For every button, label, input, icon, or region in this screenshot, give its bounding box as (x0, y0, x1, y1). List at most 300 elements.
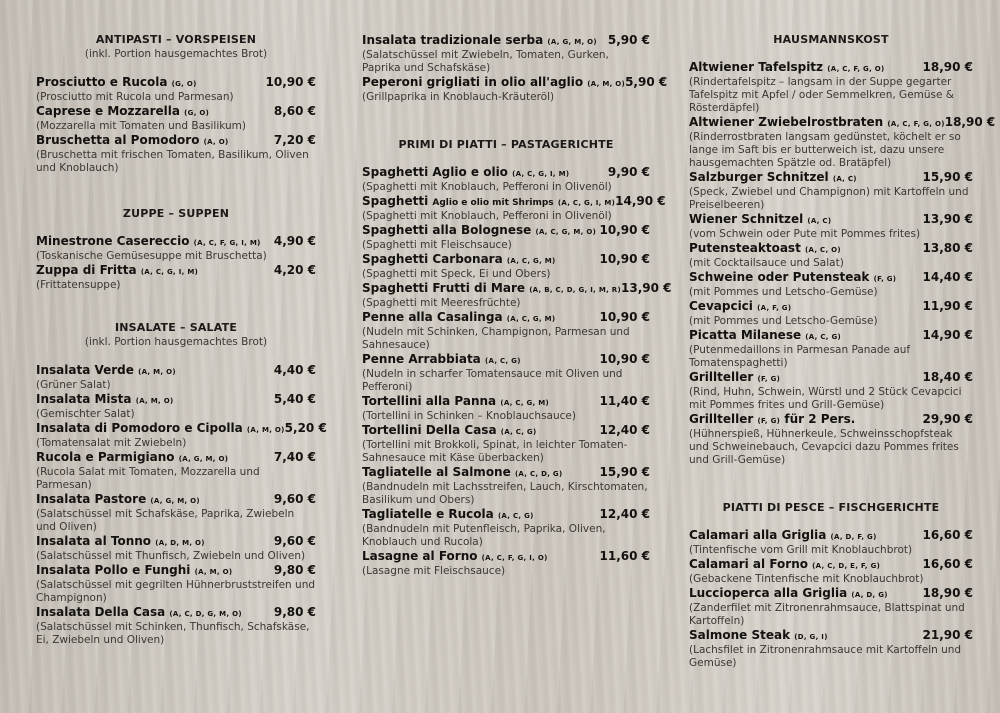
dish-price: 4,20 € (273, 263, 316, 277)
dish-price: 11,90 € (922, 299, 973, 313)
dish-description: (Toskanische Gemüsesuppe mit Bruschetta) (36, 250, 267, 262)
dish-name (36, 234, 261, 250)
menu-section (362, 138, 672, 578)
section-title: PIATTI DI PESCE – FISCHGERICHTE (722, 501, 940, 514)
menu-item (36, 605, 316, 647)
menu-item-header (689, 586, 973, 602)
dish-name-text: Zuppa di Fritta (36, 263, 137, 277)
menu-item (689, 270, 973, 299)
allergen-codes: (A, C) (832, 175, 857, 183)
dish-price: 18,90 € (922, 60, 973, 74)
menu-item-header (362, 281, 672, 297)
dish-name-text: Caprese e Mozzarella (36, 104, 180, 118)
menu-item-header (36, 392, 316, 408)
dish-name-text: Insalata tradizionale serba (362, 33, 544, 47)
dish-name-text: Calamari al Forno (689, 557, 808, 571)
dish-description: (Spaghetti mit Speck, Ei und Obers) (362, 268, 551, 280)
dish-description: (Mozzarella mit Tomaten und Basilikum) (36, 120, 246, 132)
allergen-codes: (A, C, G, I, M) (140, 268, 199, 276)
menu-item (362, 194, 666, 223)
dish-name-text: Picatta Milanese (689, 328, 802, 342)
menu-item-header (689, 299, 973, 315)
menu-item (36, 450, 316, 492)
dish-name (36, 75, 197, 91)
dish-name (36, 363, 176, 379)
dish-name-text: Tortellini Della Casa (362, 423, 497, 437)
menu-item (36, 534, 316, 563)
dish-name (689, 586, 888, 602)
menu-item-header (689, 60, 973, 76)
dish-name (362, 281, 621, 297)
menu-item (689, 586, 973, 628)
menu-item (689, 370, 973, 412)
dish-name (36, 104, 209, 120)
dish-name-text: Insalata al Tonno (36, 534, 152, 548)
dish-name-text: Spaghetti (362, 194, 429, 208)
menu-item (362, 165, 650, 194)
dish-name (36, 133, 228, 149)
menu-item-header (36, 133, 316, 149)
section-subtitle: (inkl. Portion hausgemachtes Brot) (84, 48, 268, 60)
dish-description: (Grillpaprika in Knoblauch-Kräuteröl) (362, 91, 555, 103)
section-title: ANTIPASTI – VORSPEISEN (95, 33, 257, 46)
dish-price: 9,90 € (607, 165, 650, 179)
allergen-codes: (A, C, G, M) (500, 399, 550, 407)
dish-price: 16,60 € (922, 557, 973, 571)
menu-item (36, 75, 316, 104)
menu-item-header (36, 492, 316, 508)
dish-price: 14,40 € (922, 270, 973, 284)
menu-item (362, 549, 650, 578)
menu-item (689, 557, 973, 586)
dish-name-text: Insalata di Pomodoro e Cipolla (36, 421, 243, 435)
menu-item-header (362, 352, 650, 368)
dish-name-text: Grillteller (689, 370, 754, 384)
dish-name-text: Prosciutto e Rucola (36, 75, 168, 89)
dish-description: (Lachsfilet in Zitronenrahmsauce mit Kartoffeln und Gemüse) (689, 644, 962, 669)
dish-name-text: Altwiener Tafelspitz (689, 60, 824, 74)
dish-price: 21,90 € (922, 628, 973, 642)
dish-price: 10,90 € (599, 352, 650, 366)
dish-name (689, 412, 855, 428)
dish-name (362, 507, 534, 523)
dish-name (362, 394, 549, 410)
dish-price: 8,60 € (273, 104, 316, 118)
menu-item-header (362, 223, 650, 239)
dish-description: (Grüner Salat) (36, 379, 111, 391)
menu-section (36, 321, 327, 647)
dish-description: (Spaghetti mit Knoblauch, Pefferoni in Olivenöl) (362, 210, 612, 222)
dish-description: (Spaghetti mit Meeresfrüchte) (362, 297, 521, 309)
allergen-codes: (A, C, G, I, M) (557, 199, 616, 207)
dish-description: (Nudeln mit Schinken, Champignon, Parmesan und Sahnesauce) (362, 326, 630, 351)
menu-item-header (689, 170, 973, 186)
dish-price: 5,90 € (625, 75, 668, 89)
section-subtitle: (inkl. Portion hausgemachtes Brot) (84, 336, 268, 348)
dish-name (362, 310, 555, 326)
allergen-codes: (A, G, M, O) (547, 38, 597, 46)
menu-item-header (36, 263, 316, 279)
allergen-codes: (A, F, G) (757, 304, 792, 312)
allergen-codes: (A, C) (807, 217, 832, 225)
dish-description: (Salatschüssel mit Schafskäse, Paprika, Zwiebeln und Oliven) (36, 508, 295, 533)
menu-item (362, 310, 650, 352)
dish-description: (Tintenfische vom Grill mit Knoblauchbrot) (689, 544, 913, 556)
dish-name-text: Rucola e Parmigiano (36, 450, 175, 464)
menu-item-header (689, 270, 973, 286)
section-title: HAUSMANNSKOST (773, 33, 889, 46)
dish-price: 15,90 € (599, 465, 650, 479)
allergen-codes: (A, G, M, O) (178, 455, 229, 463)
allergen-codes: (A, C, F, G, I, O) (481, 554, 548, 562)
menu-item (36, 363, 316, 392)
dish-price: 9,60 € (273, 534, 316, 548)
dish-name (362, 352, 521, 368)
dish-name (689, 528, 877, 544)
dish-name-text: Insalata Mista (36, 392, 132, 406)
dish-price: 9,80 € (273, 605, 316, 619)
dish-description: (Speck, Zwiebel und Champignon) mit Kartoffeln und Preiselbeeren) (689, 186, 969, 211)
dish-description: (Nudeln in scharfer Tomatensauce mit Oliven und Pefferoni) (362, 368, 623, 393)
dish-price: 18,90 € (922, 586, 973, 600)
dish-name-suffix: für 2 Pers. (784, 412, 856, 426)
dish-price: 29,90 € (922, 412, 973, 426)
dish-price: 10,90 € (599, 310, 650, 324)
dish-description: (Rucola Salat mit Tomaten, Mozzarella und Parmesan) (36, 466, 260, 491)
dish-name (689, 212, 831, 228)
dish-price: 14,90 € (615, 194, 666, 208)
menu-item-header (362, 165, 650, 181)
menu-item (362, 465, 650, 507)
dish-price: 5,90 € (607, 33, 650, 47)
dish-description: (Salatschüssel mit Zwiebeln, Tomaten, Gurken, Paprika und Schafskäse) (362, 49, 609, 74)
dish-name (689, 170, 857, 186)
dish-description: (Zanderfilet mit Zitronenrahmsauce, Blattspinat und Kartoffeln) (689, 602, 965, 627)
menu-item (689, 212, 973, 241)
allergen-codes: (A, C, F, G, I, M) (193, 239, 261, 247)
menu-item (689, 299, 973, 328)
allergen-codes: (F, G) (757, 375, 781, 383)
dish-price: 9,80 € (273, 563, 316, 577)
menu-item-header (36, 234, 316, 250)
menu-item-header (36, 534, 316, 550)
dish-description: (Spaghetti mit Fleischsauce) (362, 239, 512, 251)
dish-description: (Rind, Huhn, Schwein, Würstl und 2 Stück Cevapcici mit Pommes frites und Grill-Gemüse) (689, 386, 962, 411)
menu-item-header (689, 212, 973, 228)
menu-item (689, 115, 996, 170)
menu-item-header (36, 104, 316, 120)
menu-item-header (689, 328, 973, 344)
section-title: ZUPPE – SUPPEN (122, 207, 230, 220)
menu-item (689, 328, 973, 370)
dish-name-text: Insalata Verde (36, 363, 134, 377)
dish-description: (mit Pommes und Letscho-Gemüse) (689, 286, 878, 298)
section-title: INSALATE – SALATE (114, 321, 238, 334)
dish-name (689, 270, 896, 286)
menu-item (689, 412, 973, 467)
menu-section (362, 33, 668, 104)
dish-description: (Bruschetta mit frischen Tomaten, Basilikum, Oliven und Knoblauch) (36, 149, 309, 174)
dish-price: 7,20 € (273, 133, 316, 147)
dish-description: (Putenmedaillons in Parmesan Panade auf Tomatenspaghetti) (689, 344, 911, 369)
menu-item-header (689, 241, 973, 257)
menu-item-header (689, 528, 973, 544)
menu-item-header (36, 563, 316, 579)
allergen-codes: (F, G) (873, 275, 897, 283)
allergen-codes: (A, C, G, M) (506, 315, 556, 323)
dish-name-text: Spaghetti Carbonara (362, 252, 503, 266)
dish-price: 7,40 € (273, 450, 316, 464)
dish-price: 4,40 € (273, 363, 316, 377)
dish-name (362, 75, 625, 91)
allergen-codes: (A, C, G) (805, 333, 842, 341)
dish-description: (Lasagne mit Fleischsauce) (362, 565, 506, 577)
menu-item (362, 223, 650, 252)
menu-item-header (36, 363, 316, 379)
dish-name (689, 60, 885, 76)
allergen-codes: (A, M, O) (194, 568, 233, 576)
menu-item-header (36, 421, 327, 437)
dish-price: 10,90 € (599, 252, 650, 266)
menu-item-header (689, 412, 973, 428)
dish-description: (Rinderrostbraten langsam gedünstet, köchelt er so lange im Saft bis er butterweich ist, dazu unsere hausgemachten Spätzle od. Bratäpfel) (689, 131, 961, 169)
dish-price: 11,40 € (599, 394, 650, 408)
dish-description: (Tortellini mit Brokkoli, Spinat, in leichter Tomaten-Sahnesauce mit Käse überbacken) (362, 439, 628, 464)
dish-name (362, 194, 615, 210)
dish-name-text: Schweine oder Putensteak (689, 270, 870, 284)
menu-item (689, 628, 973, 670)
dish-name (689, 628, 828, 644)
menu-item-header (362, 507, 650, 523)
dish-name-text: Insalata Pastore (36, 492, 147, 506)
allergen-codes: (G, O) (171, 80, 197, 88)
dish-description: (Bandnudeln mit Putenfleisch, Paprika, Oliven, Knoblauch und Rucola) (362, 523, 606, 548)
dish-name-text: Calamari alla Griglia (689, 528, 827, 542)
menu-item-header (362, 465, 650, 481)
dish-name-text: Spaghetti Frutti di Mare (362, 281, 525, 295)
dish-name-text: Cevapcici (689, 299, 753, 313)
menu-item-header (362, 394, 650, 410)
dish-name (689, 241, 841, 257)
dish-name-text: Minestrone Casereccio (36, 234, 190, 248)
dish-name (362, 223, 596, 239)
dish-name-text: Grillteller (689, 412, 754, 426)
dish-name-text: Wiener Schnitzel (689, 212, 804, 226)
menu-item-header (689, 370, 973, 386)
dish-name-text: Peperoni grigliati in olio all'aglio (362, 75, 584, 89)
menu-section (689, 33, 996, 467)
menu-section (36, 33, 316, 175)
dish-price: 5,20 € (284, 421, 327, 435)
allergen-codes: (A, C, G) (500, 428, 537, 436)
allergen-codes: (D, G, I) (794, 633, 828, 641)
dish-name-text: Salzburger Schnitzel (689, 170, 829, 184)
dish-price: 13,90 € (621, 281, 672, 295)
dish-price: 9,60 € (273, 492, 316, 506)
dish-description: (mit Pommes und Letscho-Gemüse) (689, 315, 878, 327)
menu-item (362, 352, 650, 394)
allergen-codes: (A, C, F, G, O) (887, 120, 945, 128)
menu-item (689, 528, 973, 557)
dish-name-text: Luccioperca alla Griglia (689, 586, 848, 600)
menu-item (689, 60, 973, 115)
dish-description: (Spaghetti mit Knoblauch, Pefferoni in Olivenöl) (362, 181, 612, 193)
dish-description: (Rindertafelspitz – langsam in der Suppe gegarter Tafelspitz mit Apfel / oder Semmelkren, Gemüse & Rösterdäpfel) (689, 76, 954, 114)
menu-item (36, 492, 316, 534)
menu-item-header (362, 75, 668, 91)
allergen-codes: (G, O) (184, 109, 210, 117)
menu-item-header (362, 549, 650, 565)
dish-name-text: Altwiener Zwiebelrostbraten (689, 115, 884, 129)
allergen-codes: (A, B, C, D, G, I, M, R) (529, 286, 621, 294)
menu-item (36, 133, 316, 175)
dish-name (36, 492, 200, 508)
allergen-codes: (A, C, G) (497, 512, 534, 520)
menu-item (362, 423, 650, 465)
allergen-codes: (A, D, F, G) (830, 533, 877, 541)
dish-price: 13,90 € (922, 212, 973, 226)
dish-name (36, 534, 205, 550)
dish-name-text: Salmone Steak (689, 628, 791, 642)
allergen-codes: (A, C, G, I, M) (512, 170, 570, 178)
allergen-codes: (A, C, D, G, M, O) (169, 610, 242, 618)
menu-item (36, 421, 327, 450)
dish-name (36, 421, 285, 437)
dish-name-text: Tagliatelle al Salmone (362, 465, 511, 479)
menu-item-header (689, 557, 973, 573)
dish-name (36, 450, 228, 466)
dish-description: (Hühnerspieß, Hühnerkeule, Schweinsschopfsteak und Schweinebauch, Cevapcici dazu Pommes frites und Grill-Gemüse) (689, 428, 959, 466)
allergen-codes: (A, D, M, O) (155, 539, 205, 547)
menu-item (362, 281, 672, 310)
dish-price: 18,90 € (944, 115, 996, 129)
dish-name-text: Penne alla Casalinga (362, 310, 503, 324)
menu-item (36, 392, 316, 421)
dish-name-text: Spaghetti Aglio e olio (362, 165, 508, 179)
dish-name-text: Tagliatelle e Rucola (362, 507, 494, 521)
menu-item-header (689, 115, 996, 131)
menu-item (36, 234, 316, 263)
menu-item-header (689, 628, 973, 644)
allergen-codes: (A, M, O) (138, 368, 176, 376)
section-title: PRIMI DI PIATTI – PASTAGERICHTE (398, 138, 614, 151)
allergen-codes: (F, G) (757, 417, 781, 425)
menu-item-header (36, 605, 316, 621)
menu-item (689, 241, 973, 270)
dish-name-text: Tortellini alla Panna (362, 394, 497, 408)
dish-name-text: Lasagne al Forno (362, 549, 478, 563)
dish-name-text: Insalata Della Casa (36, 605, 166, 619)
allergen-codes: (A, C, G, M) (506, 257, 556, 265)
dish-price: 11,60 € (599, 549, 650, 563)
allergen-codes: (A, C, D, G) (514, 470, 563, 478)
allergen-codes: (A, M, O) (246, 426, 285, 434)
dish-price: 13,80 € (922, 241, 973, 255)
menu-item-header (362, 194, 666, 210)
menu-item (36, 563, 316, 605)
dish-description: (Prosciutto mit Rucola und Parmesan) (36, 91, 234, 103)
dish-description: (Gebackene Tintenfische mit Knoblauchbrot) (689, 573, 924, 585)
menu-item (362, 33, 650, 75)
dish-name-text: Penne Arrabbiata (362, 352, 481, 366)
dish-name (689, 370, 780, 386)
dish-name-variant: Aglio e olio mit Shrimps (432, 198, 554, 208)
menu-item (362, 507, 650, 549)
menu-item-header (362, 33, 650, 49)
dish-name (362, 252, 556, 268)
allergen-codes: (A, M, O) (135, 397, 174, 405)
dish-name (689, 557, 880, 573)
dish-description: (Gemischter Salat) (36, 408, 135, 420)
allergen-codes: (A, C, D, E, F, G) (812, 562, 881, 570)
menu-item (36, 104, 316, 133)
menu-item (36, 263, 316, 292)
dish-price: 4,90 € (273, 234, 316, 248)
menu-item (362, 394, 650, 423)
dish-price: 16,60 € (922, 528, 973, 542)
allergen-codes: (A, M, O) (587, 80, 626, 88)
dish-description: (mit Cocktailsauce und Salat) (689, 257, 844, 269)
menu-item-header (362, 310, 650, 326)
dish-price: 5,40 € (273, 392, 316, 406)
menu-item-header (36, 75, 316, 91)
dish-name (362, 33, 597, 49)
dish-name (689, 115, 945, 131)
dish-price: 14,90 € (922, 328, 973, 342)
menu-item-header (362, 252, 650, 268)
dish-description: (Tomatensalat mit Zwiebeln) (36, 437, 187, 449)
menu-item-header (362, 423, 650, 439)
allergen-codes: (A, C, G) (484, 357, 521, 365)
dish-name (362, 423, 536, 439)
allergen-codes: (A, C, O) (805, 246, 841, 254)
dish-price: 18,40 € (922, 370, 973, 384)
dish-name (362, 549, 548, 565)
menu-section (689, 501, 973, 670)
dish-name (36, 263, 198, 279)
dish-price: 12,40 € (599, 507, 650, 521)
allergen-codes: (A, G, M, O) (150, 497, 200, 505)
menu-item-header (36, 450, 316, 466)
allergen-codes: (A, O) (203, 138, 229, 146)
dish-description: (Bandnudeln mit Lachsstreifen, Lauch, Kirschtomaten, Basilikum und Obers) (362, 481, 648, 506)
dish-description: (Salatschüssel mit Schinken, Thunfisch, Schafskäse, Ei, Zwiebeln und Oliven) (36, 621, 310, 646)
dish-name-text: Bruschetta al Pomodoro (36, 133, 200, 147)
dish-name (689, 299, 791, 315)
dish-name (362, 165, 569, 181)
dish-name (362, 465, 562, 481)
allergen-codes: (A, C, G, M, O) (535, 228, 597, 236)
dish-name (36, 392, 173, 408)
dish-description: (Frittatensuppe) (36, 279, 121, 291)
dish-description: (Salatschüssel mit gegrilten Hühnerbruststreifen und Champignon) (36, 579, 316, 604)
dish-name (36, 563, 232, 579)
menu-item (362, 75, 668, 104)
dish-description: (vom Schwein oder Pute mit Pommes frites) (689, 228, 921, 240)
allergen-codes: (A, C, F, G, O) (827, 65, 885, 73)
dish-name-text: Putensteaktoast (689, 241, 801, 255)
dish-description: (Tortellini in Schinken – Knoblauchsauce) (362, 410, 576, 422)
dish-name-text: Insalata Pollo e Funghi (36, 563, 191, 577)
dish-price: 15,90 € (922, 170, 973, 184)
dish-name (689, 328, 841, 344)
menu-item (362, 252, 650, 281)
dish-name (36, 605, 242, 621)
dish-price: 10,90 € (599, 223, 650, 237)
menu-section (36, 207, 316, 292)
menu-item (689, 170, 973, 212)
dish-price: 12,40 € (599, 423, 650, 437)
